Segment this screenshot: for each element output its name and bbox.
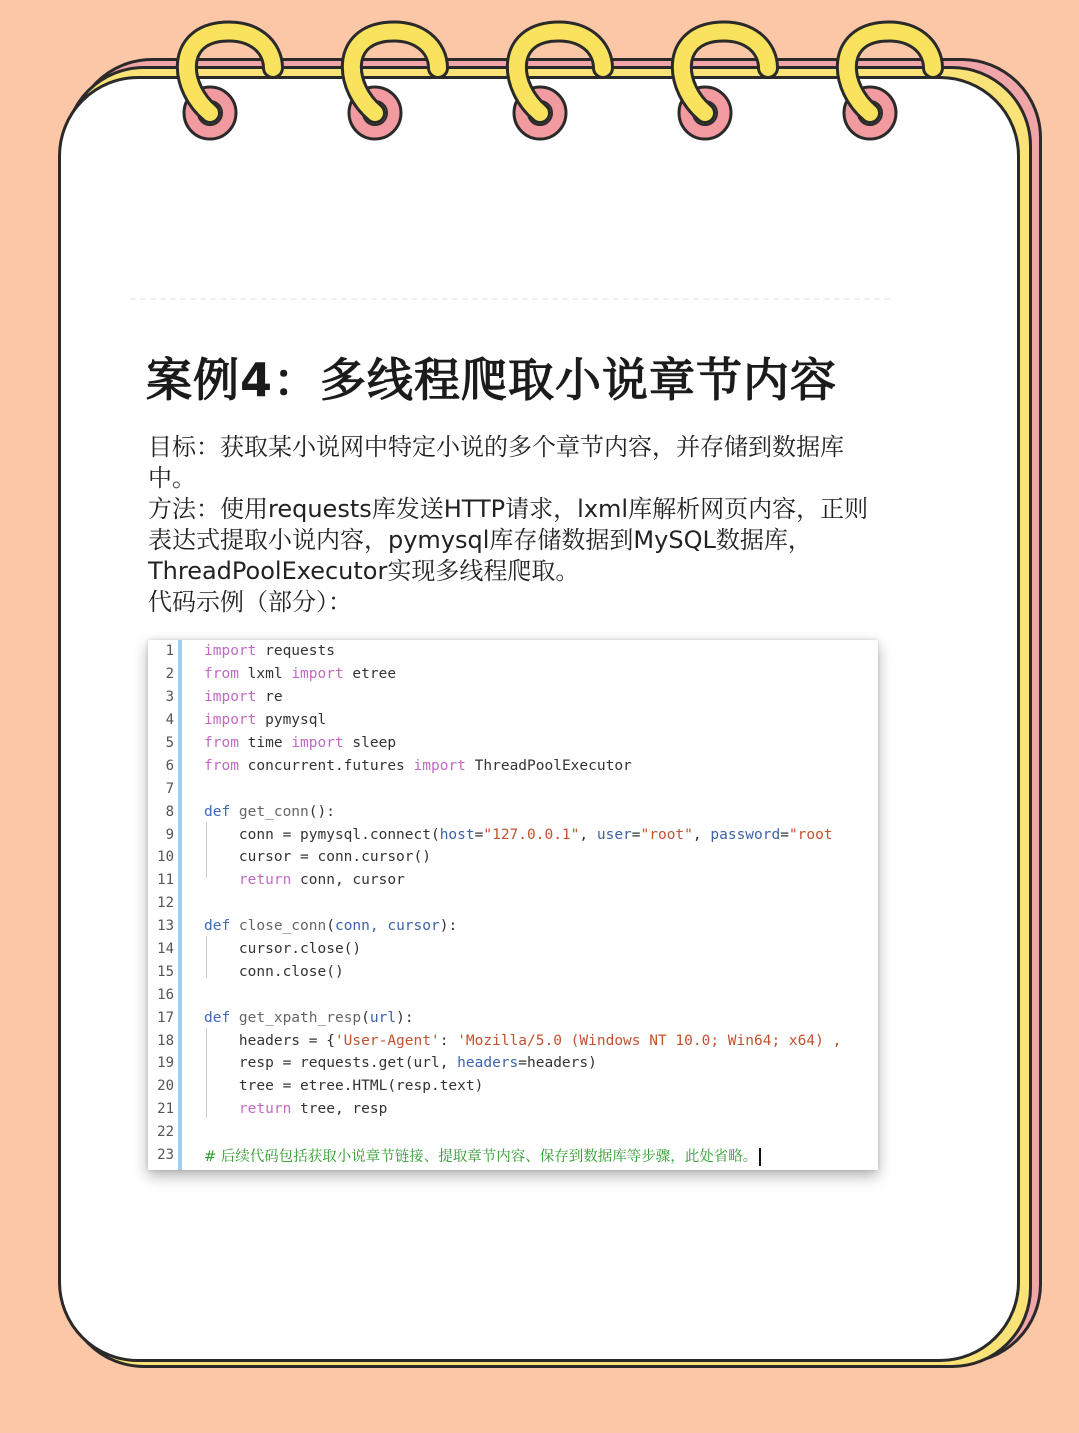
line-number: 19 xyxy=(157,1055,174,1072)
code-line: 1 import requests xyxy=(148,640,878,663)
page-title: 案例4：多线程爬取小说章节内容 xyxy=(146,353,838,407)
line-number: 21 xyxy=(157,1101,174,1118)
code-line: 21 return tree, resp xyxy=(148,1098,878,1121)
line-number: 22 xyxy=(157,1124,174,1141)
line-number: 8 xyxy=(165,803,174,820)
code-screenshot xyxy=(148,640,878,1170)
code-line: 5 from time import sleep xyxy=(148,732,878,755)
code-line: 11 return conn, cursor xyxy=(148,869,878,892)
code-comment: # 后续代码包括获取小说章节链接、提取章节内容、保存到数据库等步骤，此处省略。 xyxy=(204,1148,758,1165)
code-line xyxy=(148,777,878,800)
code-line: 18 headers = {'User-Agent': 'Mozilla/5.0 (Windows NT 10.0; Win64; x64) , xyxy=(148,1029,878,1052)
divider xyxy=(130,298,890,302)
code-line: 4 import pymysql xyxy=(148,709,878,732)
binder-ring-icon xyxy=(165,18,285,148)
line-number: 18 xyxy=(157,1032,174,1049)
code-line xyxy=(148,892,878,915)
line-number: 11 xyxy=(157,872,174,889)
line-number: 17 xyxy=(157,1009,174,1026)
line-number: 9 xyxy=(165,826,174,843)
goal-text: 目标：获取某小说网中特定小说的多个章节内容，并存储到数据库中。 xyxy=(148,433,844,492)
line-number: 14 xyxy=(157,941,174,958)
code-line: 10 cursor = conn.cursor() xyxy=(148,846,878,869)
line-number: 15 xyxy=(157,963,174,980)
text-caret xyxy=(759,1148,761,1166)
line-number: 1 xyxy=(165,643,174,660)
binder-ring-icon xyxy=(825,18,945,148)
code-line xyxy=(148,1144,878,1167)
code-line: 13 def close_conn(conn, cursor): xyxy=(148,915,878,938)
code-line: 14 cursor.close() xyxy=(148,938,878,961)
line-number: 3 xyxy=(165,689,174,706)
code-line: 6 from concurrent.futures import ThreadPoolExecutor xyxy=(148,754,878,777)
method-text: 方法：使用requests库发送HTTP请求，lxml库解析网页内容，正则表达式提取小说内容，pymysql库存储数据到MySQL数据库，ThreadPoolExecutor实现多线程爬取。 xyxy=(148,495,869,585)
line-number: 2 xyxy=(165,666,174,683)
code-example-label: 代码示例（部分）： xyxy=(148,588,352,616)
line-number: 13 xyxy=(157,918,174,935)
line-number: 20 xyxy=(157,1078,174,1095)
code-line: 20 tree = etree.HTML(resp.text) xyxy=(148,1075,878,1098)
code-line xyxy=(148,1121,878,1144)
line-number: 7 xyxy=(165,780,174,797)
code-line: 15 conn.close() xyxy=(148,960,878,983)
line-number: 10 xyxy=(157,849,174,866)
code-line: 17 def get_xpath_resp(url): xyxy=(148,1006,878,1029)
binder-ring-icon xyxy=(330,18,450,148)
binder-ring-icon xyxy=(495,18,615,148)
line-number: 5 xyxy=(165,735,174,751)
code-line: 9 conn = pymysql.connect(host="127.0.0.1", user="root", password="root xyxy=(148,823,878,846)
line-number: 6 xyxy=(165,757,174,774)
line-number: 4 xyxy=(165,712,174,729)
code-line: 3 import re xyxy=(148,686,878,709)
code-line: 8 def get_conn(): xyxy=(148,800,878,823)
binder-ring-icon xyxy=(660,18,780,148)
code-line: 2 from lxml import etree xyxy=(148,663,878,686)
line-number: 23 xyxy=(157,1147,174,1164)
code-line: 19 resp = requests.get(url, headers=headers) xyxy=(148,1052,878,1075)
line-number: 16 xyxy=(157,986,174,1003)
line-number: 12 xyxy=(157,895,174,912)
description-block xyxy=(148,432,888,618)
code-line xyxy=(148,983,878,1006)
